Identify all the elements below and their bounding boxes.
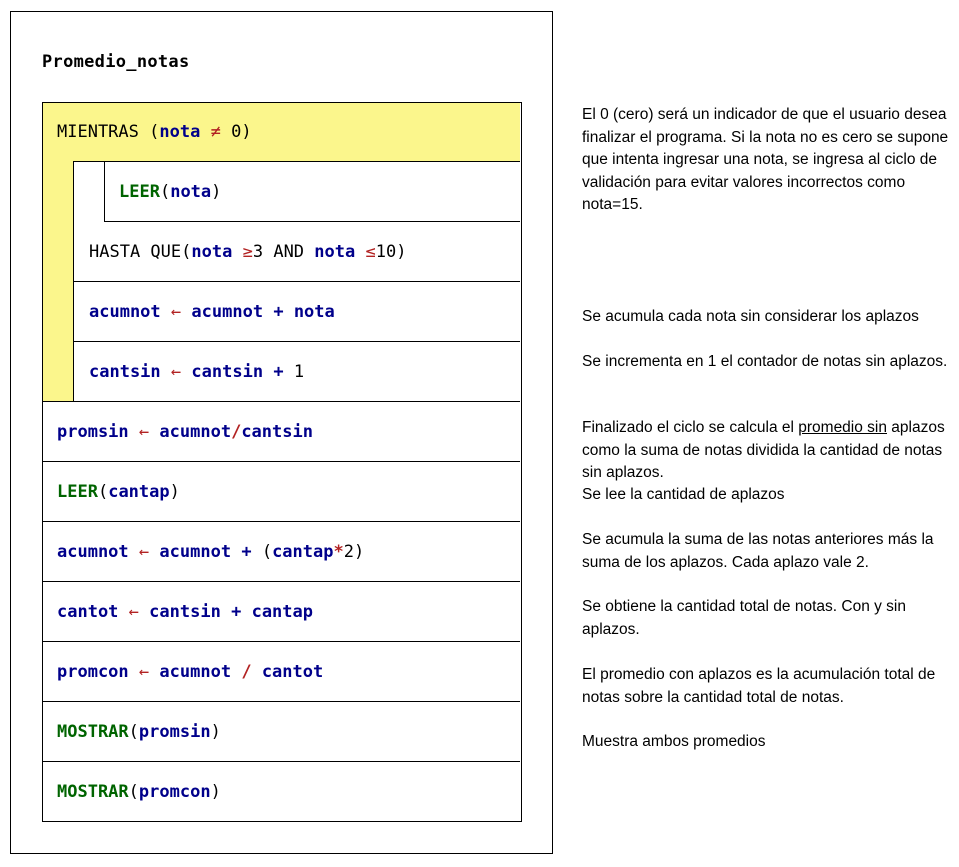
operator: ≥ (242, 242, 253, 262)
variable: cantsin (191, 362, 264, 382)
note-show: Muestra ambos promedios (582, 733, 766, 750)
number: 0 (231, 122, 242, 142)
variable: cantot (261, 662, 324, 682)
promsin-block (57, 411, 313, 453)
variable: promcon (57, 662, 129, 682)
and-keyword: AND (273, 242, 305, 262)
divider (43, 461, 520, 462)
variable: cantap (108, 482, 170, 502)
function-keyword: MOSTRAR (57, 722, 129, 742)
assign-arrow: ← (170, 362, 182, 382)
assign-arrow: ← (138, 422, 150, 442)
divider (73, 341, 520, 342)
assign-arrow: ← (138, 542, 150, 562)
divider (43, 521, 520, 522)
divider (104, 221, 520, 222)
variable: nota (191, 242, 233, 262)
paren: ) (396, 242, 407, 262)
variable: nota (314, 242, 356, 262)
variable: promcon (138, 782, 211, 802)
note-accumulate-aplazos: Se acumula la suma de las notas anteriores más la suma de los aplazos. Cada aplazo vale 2. (582, 531, 934, 571)
note-text: Finalizado el ciclo se calcula el (582, 419, 799, 436)
divider (43, 401, 520, 402)
read-cantap-block (57, 471, 180, 513)
promcon-block (57, 651, 323, 693)
inner-loop-left-border (104, 161, 105, 221)
paren: ) (169, 482, 180, 502)
until-keyword: HASTA QUE (89, 242, 182, 262)
paren: ) (211, 182, 222, 202)
variable: cantsin (89, 362, 161, 382)
note-counter: Se incrementa en 1 el contador de notas sin aplazos. (582, 353, 948, 370)
count-block (89, 351, 304, 393)
divider (73, 161, 520, 162)
variable: acumnot (89, 302, 161, 322)
until-condition-block (89, 231, 406, 273)
accumulate-aplazos-block (57, 531, 364, 573)
number: 10 (375, 242, 397, 262)
operator: + (241, 542, 252, 562)
variable: acumnot (159, 542, 232, 562)
variable: acumnot (191, 302, 264, 322)
nassi-shneiderman-diagram (42, 102, 522, 822)
operator: / (241, 662, 252, 682)
assign-arrow: ← (170, 302, 182, 322)
number: 3 (252, 242, 264, 262)
variable: acumnot (159, 662, 232, 682)
note-read-cantap: Se lee la cantidad de aplazos (582, 486, 785, 503)
divider (43, 581, 520, 582)
loop-body-bg (43, 161, 73, 401)
operator: + (273, 362, 284, 382)
variable: nota (170, 182, 212, 202)
variable: cantsin (149, 602, 221, 622)
note-accumulate: Se acumula cada nota sin considerar los aplazos (582, 308, 919, 325)
paren: ) (241, 122, 252, 142)
show-promsin-block (57, 711, 221, 753)
divider (43, 641, 520, 642)
paren: ) (210, 782, 221, 802)
paren: ( (97, 482, 109, 502)
variable: promsin (57, 422, 129, 442)
number: 2 (343, 542, 354, 562)
operator: / (231, 422, 242, 442)
while-condition-block (57, 111, 252, 153)
divider (43, 701, 520, 702)
function-keyword: LEER (57, 482, 98, 502)
variable: cantsin (241, 422, 313, 442)
paren: ) (210, 722, 221, 742)
variable: nota (159, 122, 201, 142)
function-keyword: MOSTRAR (57, 782, 129, 802)
paren: ( (181, 242, 192, 262)
note-text: aplazos como la suma de notas dividida la cantidad de notas sin aplazos. (582, 419, 945, 481)
paren: ) (353, 542, 365, 562)
operator: ≠ (210, 122, 221, 142)
variable: acumnot (57, 542, 129, 562)
cantot-block (57, 591, 313, 633)
assign-arrow: ← (128, 602, 139, 622)
divider (73, 281, 520, 282)
paren: ( (128, 782, 139, 802)
read-nota-block (119, 171, 221, 213)
show-promcon-block (57, 771, 221, 813)
variable: acumnot (159, 422, 232, 442)
while-keyword: MIENTRAS (57, 122, 139, 142)
operator: + (273, 302, 284, 322)
function-keyword: LEER (119, 182, 160, 202)
divider (43, 761, 520, 762)
diagram-title: Promedio_notas (42, 52, 190, 72)
assign-arrow: ← (138, 662, 150, 682)
note-sentinel: El 0 (cero) será un indicador de que el usuario desea finalizar el programa. Si la nota no es cero se supone que intenta ingresar una nota, se ingresa al ciclo de validación para evitar valores incorrectos como nota=15. (582, 106, 949, 213)
variable: cantot (57, 602, 119, 622)
loop-left-border (73, 161, 74, 401)
operator: ≤ (365, 242, 376, 262)
note-underlined-text: promedio sin (798, 419, 887, 436)
paren: ( (149, 122, 160, 142)
note-promsin (582, 417, 952, 485)
variable: cantap (251, 602, 313, 622)
note-cantot: Se obtiene la cantidad total de notas. Con y sin aplazos. (582, 598, 906, 638)
note-promcon: El promedio con aplazos es la acumulación total de notas sobre la cantidad total de notas. (582, 666, 936, 706)
variable: promsin (138, 722, 211, 742)
operator: + (231, 602, 242, 622)
paren: ( (261, 542, 273, 562)
variable: cantap (272, 542, 334, 562)
operator: * (333, 542, 344, 562)
variable: nota (293, 302, 335, 322)
number: 1 (293, 362, 305, 382)
paren: ( (128, 722, 139, 742)
accumulate-block (89, 291, 335, 333)
paren: ( (159, 182, 171, 202)
